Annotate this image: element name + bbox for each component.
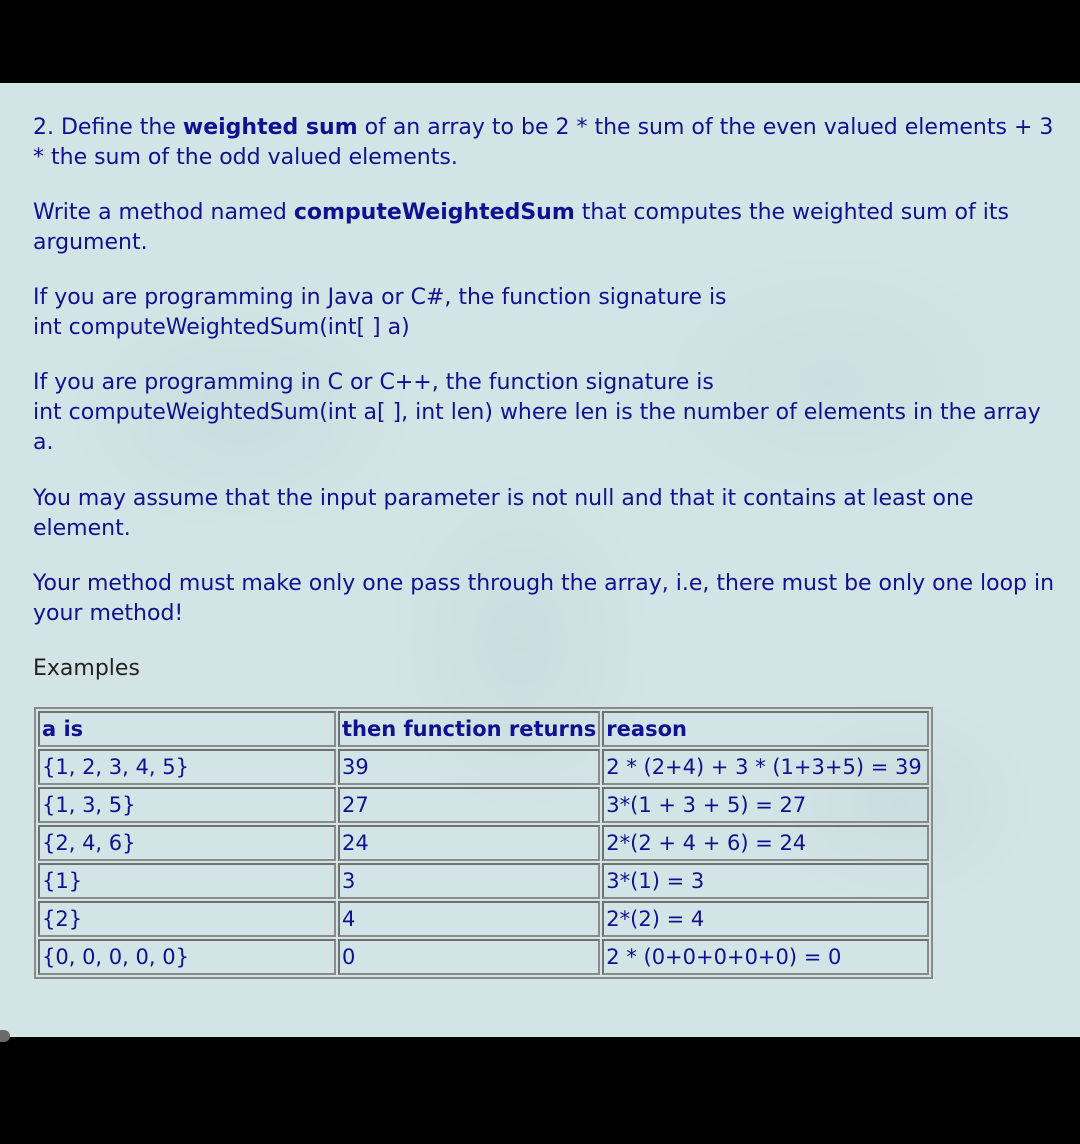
table-row <box>38 825 929 861</box>
table-header-row <box>38 711 929 747</box>
cell-return: 0 <box>338 939 600 975</box>
top-black-bar <box>0 0 1080 83</box>
cell-reason: 3*(1) = 3 <box>602 863 929 899</box>
cell-return: 39 <box>338 749 600 785</box>
header-reason: reason <box>602 711 929 747</box>
table-row <box>38 939 929 975</box>
cell-input: {1} <box>38 863 336 899</box>
table-row <box>38 863 929 899</box>
header-returns: then function returns <box>338 711 600 747</box>
cell-reason: 2*(2 + 4 + 6) = 24 <box>602 825 929 861</box>
cell-reason: 2 * (0+0+0+0+0) = 0 <box>602 939 929 975</box>
cell-input: {0, 0, 0, 0, 0} <box>38 939 336 975</box>
c-signature: int computeWeightedSum(int a[ ], int len) where len is the number of elements in the array a. <box>33 400 1041 455</box>
table-row <box>38 749 929 785</box>
java-signature-block <box>33 283 1063 343</box>
problem-definition <box>33 113 1063 173</box>
java-signature: int computeWeightedSum(int[ ] a) <box>33 315 410 340</box>
cell-input: {2} <box>38 901 336 937</box>
assumption-note: You may assume that the input parameter is not null and that it contains at least one element. <box>33 486 974 541</box>
cell-return: 3 <box>338 863 600 899</box>
java-signature-intro: If you are programming in Java or C#, the function signature is <box>33 285 727 310</box>
c-signature-block <box>33 368 1063 458</box>
cell-return: 4 <box>338 901 600 937</box>
table-row <box>38 901 929 937</box>
cell-reason: 3*(1 + 3 + 5) = 27 <box>602 787 929 823</box>
single-pass-note: Your method must make only one pass through the array, i.e, there must be only one loop in your method! <box>33 571 1055 626</box>
cell-return: 24 <box>338 825 600 861</box>
cell-input: {2, 4, 6} <box>38 825 336 861</box>
examples-heading: Examples <box>33 656 140 681</box>
cell-input: {1, 2, 3, 4, 5} <box>38 749 336 785</box>
header-a-is: a is <box>38 711 336 747</box>
cell-reason: 2 * (2+4) + 3 * (1+3+5) = 39 <box>602 749 929 785</box>
instruction-suffix: that computes the weighted sum of its argument. <box>33 200 1009 255</box>
definition-prefix: 2. Define the <box>33 115 183 140</box>
definition-suffix: of an array to be 2 * the sum of the even valued elements + 3 * the sum of the odd valued elements. <box>33 115 1054 170</box>
method-name: computeWeightedSum <box>293 200 575 225</box>
cell-reason: 2*(2) = 4 <box>602 901 929 937</box>
examples-table <box>34 707 933 979</box>
bottom-black-bar <box>0 1037 1080 1144</box>
table-row <box>38 787 929 823</box>
cell-input: {1, 3, 5} <box>38 787 336 823</box>
weighted-sum-term: weighted sum <box>182 115 358 140</box>
cell-return: 27 <box>338 787 600 823</box>
method-instruction <box>33 198 1063 258</box>
instruction-prefix: Write a method named <box>33 200 294 225</box>
problem-content <box>0 83 1080 1037</box>
c-signature-intro: If you are programming in C or C++, the function signature is <box>33 370 714 395</box>
